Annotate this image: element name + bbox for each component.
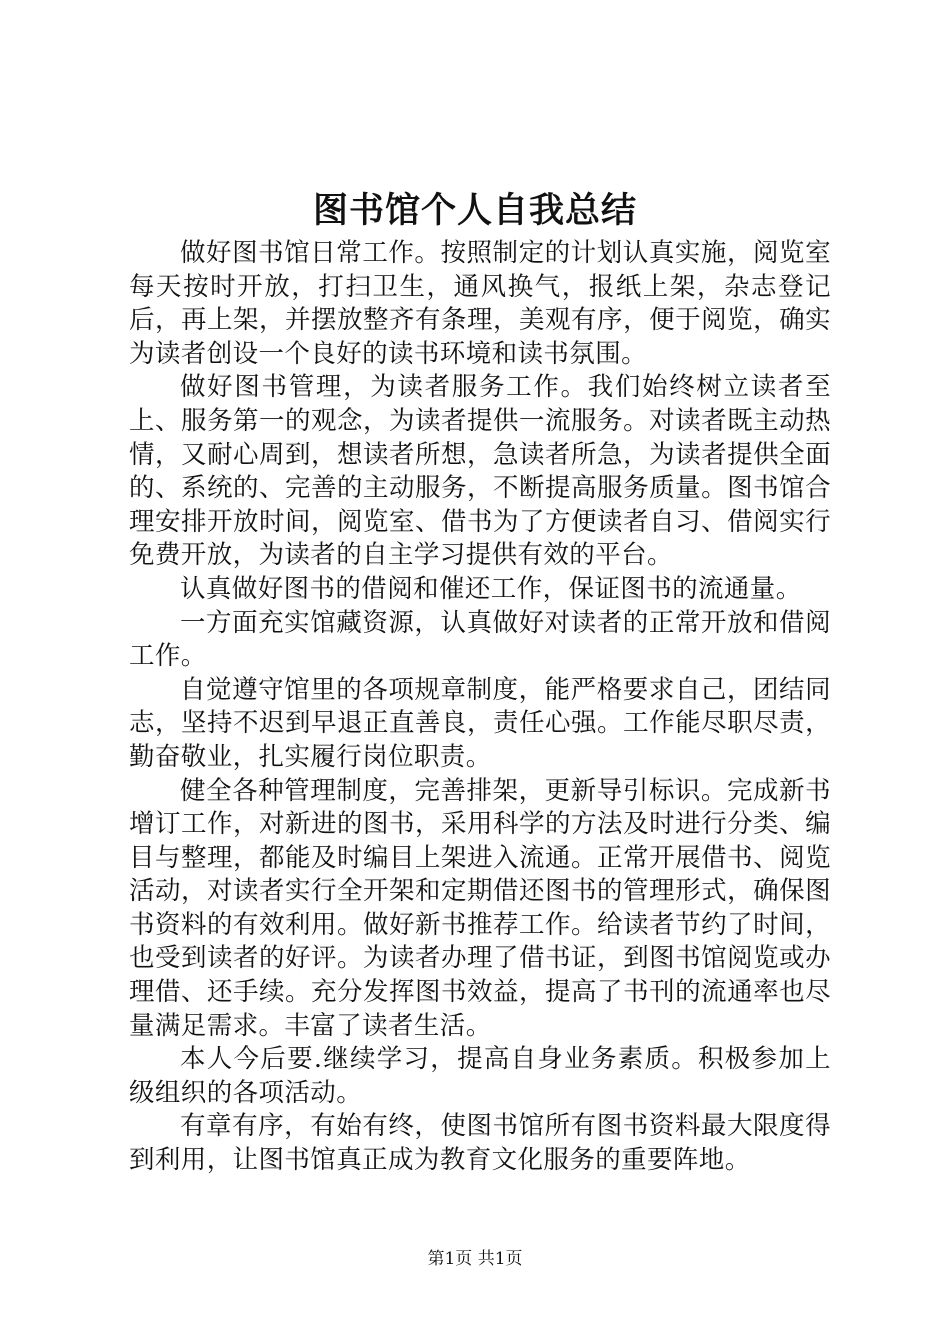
paragraph-conclusion: 有章有序，有始有终，使图书馆所有图书资料最大限度得到利用，让图书馆真正成为教育文化服务的重要阵地。 <box>129 1111 831 1176</box>
paragraph-discipline: 自觉遵守馆里的各项规章制度，能严格要求自己，团结同志，坚持不迟到早退正直善良，责任心强。工作能尽职尽责，勤奋敬业，扎实履行岗位职责。 <box>129 674 831 772</box>
paragraph-collection: 一方面充实馆藏资源，认真做好对读者的正常开放和借阅工作。 <box>129 607 831 672</box>
paragraph-reader-service: 做好图书管理，为读者服务工作。我们始终树立读者至上、服务第一的观念，为读者提供一流服务。对读者既主动热情，又耐心周到，想读者所想，急读者所急，为读者提供全面的、系统的、完善的主动服务，不断提高服务质量。图书馆合理安排开放时间，阅览室、借书为了方便读者自习、借阅实行免费开放，为读者的自主学习提供有效的平台。 <box>129 372 831 571</box>
page-footer: 第1页 共1页 <box>427 1249 523 1269</box>
document-title: 图书馆个人自我总结 <box>312 190 637 231</box>
document-body <box>129 237 831 1178</box>
paragraph-lending: 认真做好图书的借阅和催还工作，保证图书的流通量。 <box>180 573 802 604</box>
paragraph-future-study: 本人今后要.继续学习，提高自身业务素质。积极参加上级组织的各项活动。 <box>129 1044 831 1108</box>
paragraph-daily-work: 做好图书馆日常工作。按照制定的计划认真实施，阅览室每天按时开放，打扫卫生，通风换气，报纸上架，杂志登记后，再上架，并摆放整齐有条理，美观有序，便于阅览，确实为读者创设一个良好的读书环境和读书氛围。 <box>129 238 831 369</box>
paragraph-management: 健全各种管理制度，完善排架，更新导引标识。完成新书增订工作，对新进的图书，采用科学的方法及时进行分类、编目与整理，都能及时编目上架进入流通。正常开展借书、阅览活动，对读者实行全开架和定期借还图书的管理形式，确保图书资料的有效利用。做好新书推荐工作。给读者节约了时间，也受到读者的好评。为读者办理了借书证，到图书馆阅览或办理借、还手续。充分发挥图书效益，提高了书刊的流通率也尽量满足需求。丰富了读者生活。 <box>129 775 831 1041</box>
